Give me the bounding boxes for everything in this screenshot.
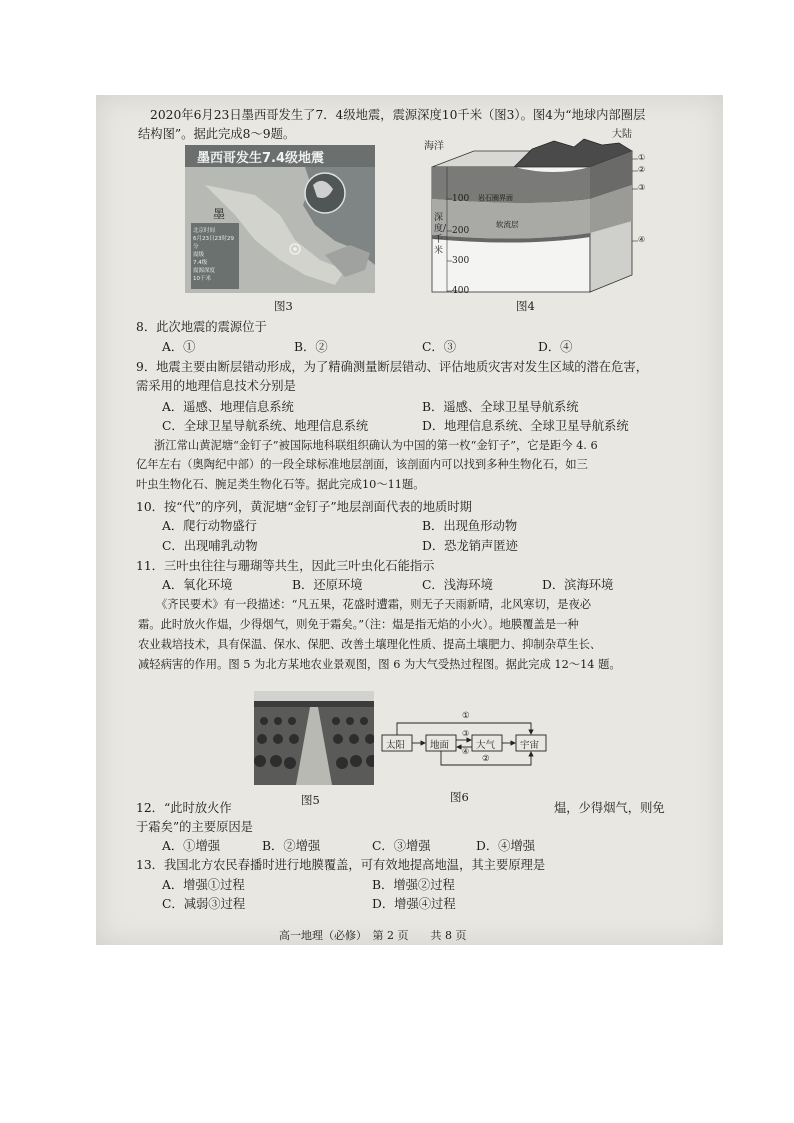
q9-stem-line1: 9．地震主要由断层错动形成，为了精确测量断层错动、评估地质灾害对发生区域的潜在危害， [136, 360, 648, 374]
exam-page [96, 95, 723, 945]
label-ocean: 海洋 [424, 141, 444, 152]
process-marker-2: ② [482, 754, 490, 764]
q12-option-c: C．③增强 [372, 839, 431, 853]
info-label: 震源深度 [193, 268, 216, 274]
depth-axis-label: 深度/千米 [434, 213, 447, 256]
label-asthenosphere: 软流层 [496, 220, 519, 229]
depth-tick: 100 [452, 194, 470, 204]
earth-layer-diagram [414, 137, 648, 297]
q9-option-a: A．遥感、地理信息系统 [162, 400, 294, 414]
q11-option-b: B．还原环境 [292, 578, 363, 592]
process-marker-1: ① [462, 711, 470, 721]
q12-stem-line2: 于霜矣”的主要原因是 [136, 820, 253, 834]
layer-marker: ② [638, 165, 646, 174]
q10-option-a: A．爬行动物盛行 [162, 519, 257, 533]
label-sun: 太阳 [386, 740, 406, 751]
farmland-photo [254, 691, 374, 785]
q8-option-a: A．① [162, 340, 196, 354]
label-continent: 大陆 [612, 129, 632, 140]
q8-option-b: B．② [294, 340, 328, 354]
q8-option-d: D．④ [538, 340, 573, 354]
q9-stem-line2: 需采用的地理信息技术分别是 [136, 379, 296, 393]
heating-process-arrows [378, 707, 568, 783]
q12-option-a: A．①增强 [162, 839, 221, 853]
intro-8-9-line1: 2020年6月23日墨西哥发生了7．4级地震，震源深度10千米（图3）。图4为“地球内部圈层 [150, 108, 646, 122]
info-label: 震级 [193, 252, 205, 258]
q11-option-c: C．浅海环境 [422, 578, 493, 592]
figure-6-caption: 图6 [450, 790, 469, 804]
label-lithosphere-boundary: 岩石圈界面 [478, 194, 513, 202]
intro-12-14-line2: 霜。此时放火作煴，少得烟气，则免于霜矣。”（注：煴是指无焰的小火）。地膜覆盖是一种 [138, 618, 579, 631]
info-label: 北京时间 [193, 228, 216, 234]
intro-12-14-line4: 减轻病害的作用。图 5 为北方某地农业景观图，图 6 为大气受热过程图。据此完成 12～14 题。 [138, 658, 621, 671]
figure-4-caption: 图4 [516, 299, 535, 313]
figure-3-info-box [193, 227, 239, 283]
figure-5 [254, 691, 374, 785]
info-value: 6月23日23时29分 [193, 236, 234, 250]
layer-marker: ① [638, 153, 646, 162]
layer-marker: ③ [638, 183, 646, 192]
q13-option-c: C．减弱③过程 [162, 897, 246, 911]
depth-tick: 200 [452, 226, 470, 236]
q13-option-a: A．增强①过程 [162, 878, 245, 892]
q10-option-c: C．出现哺乳动物 [162, 539, 258, 553]
figure-3 [185, 145, 375, 293]
figure-5-caption: 图5 [301, 793, 320, 807]
q9-option-b: B．遥感、全球卫星导航系统 [422, 400, 579, 414]
q8-stem: 8．此次地震的震源位于 [136, 320, 267, 334]
depth-tick: 400 [452, 286, 470, 296]
q13-option-d: D．增强④过程 [372, 897, 456, 911]
intro-8-9-line2: 结构图”。据此完成8～9题。 [138, 127, 296, 141]
q12-option-d: D．④增强 [476, 839, 536, 853]
intro-10-11-line1: 浙江常山黄泥塘“金钉子”被国际地科联组织确认为中国的第一枚“金钉子”，它是距今 4. 6 [154, 439, 598, 452]
q10-stem: 10．按“代”的序列，黄泥塘“金钉子”地层剖面代表的地质时期 [136, 500, 472, 514]
intro-10-11-line3: 叶虫生物化石、腕足类生物化石等。据此完成10～11题。 [136, 478, 425, 491]
q13-stem: 13．我国北方农民春播时进行地膜覆盖，可有效地提高地温，其主要原理是 [136, 858, 546, 872]
q11-option-d: D．滨海环境 [542, 578, 614, 592]
q9-option-d: D．地理信息系统、全球卫星导航系统 [422, 419, 629, 433]
figure-3-caption: 图3 [274, 299, 293, 313]
figure-4 [414, 129, 648, 297]
q12-stem-left: 12．“此时放火作 [136, 801, 232, 815]
page-footer: 高一地理（必修） 第 2 页 共 8 页 [279, 929, 467, 942]
intro-12-14-line1: 《齐民要术》有一段描述：“凡五果，花盛时遭霜，则无子天雨新晴，北风寒切，是夜必 [156, 598, 592, 611]
label-atmosphere: 大气 [476, 740, 496, 751]
q11-option-a: A．氧化环境 [162, 578, 233, 592]
q9-option-c: C．全球卫星导航系统、地理信息系统 [162, 419, 369, 433]
process-marker-3: ③ [462, 729, 470, 738]
label-space: 宇宙 [520, 740, 540, 751]
process-marker-4: ④ [462, 747, 470, 756]
q12-option-b: B．②增强 [262, 839, 321, 853]
intro-12-14-line3: 农业栽培技术，具有保温、保水、保肥、改善土壤理化性质、提高土壤肥力、抑制杂草生长、 [138, 638, 602, 651]
q12-stem-right: 煴，少得烟气，则免 [554, 801, 665, 815]
q8-option-c: C．③ [422, 340, 457, 354]
q11-stem: 11．三叶虫往往与珊瑚等共生，因此三叶虫化石能指示 [136, 559, 435, 573]
layer-marker: ④ [638, 235, 646, 244]
info-value: 7.4级 [193, 260, 208, 266]
info-value: 10千米 [193, 276, 211, 282]
depth-tick: 300 [452, 256, 470, 266]
figure-3-map-label: 墨 [213, 207, 226, 221]
label-ground: 地面 [430, 740, 450, 751]
figure-6 [378, 707, 568, 783]
q10-option-b: B．出现鱼形动物 [422, 519, 518, 533]
intro-10-11-line2: 亿年左右（奥陶纪中部）的一段全球标准地层剖面，该剖面内可以找到多种生物化石，如三 [136, 458, 588, 471]
q13-option-b: B．增强②过程 [372, 878, 455, 892]
figure-3-title: 墨西哥发生7.4级地震 [197, 151, 325, 166]
q10-option-d: D．恐龙销声匿迹 [422, 539, 518, 553]
